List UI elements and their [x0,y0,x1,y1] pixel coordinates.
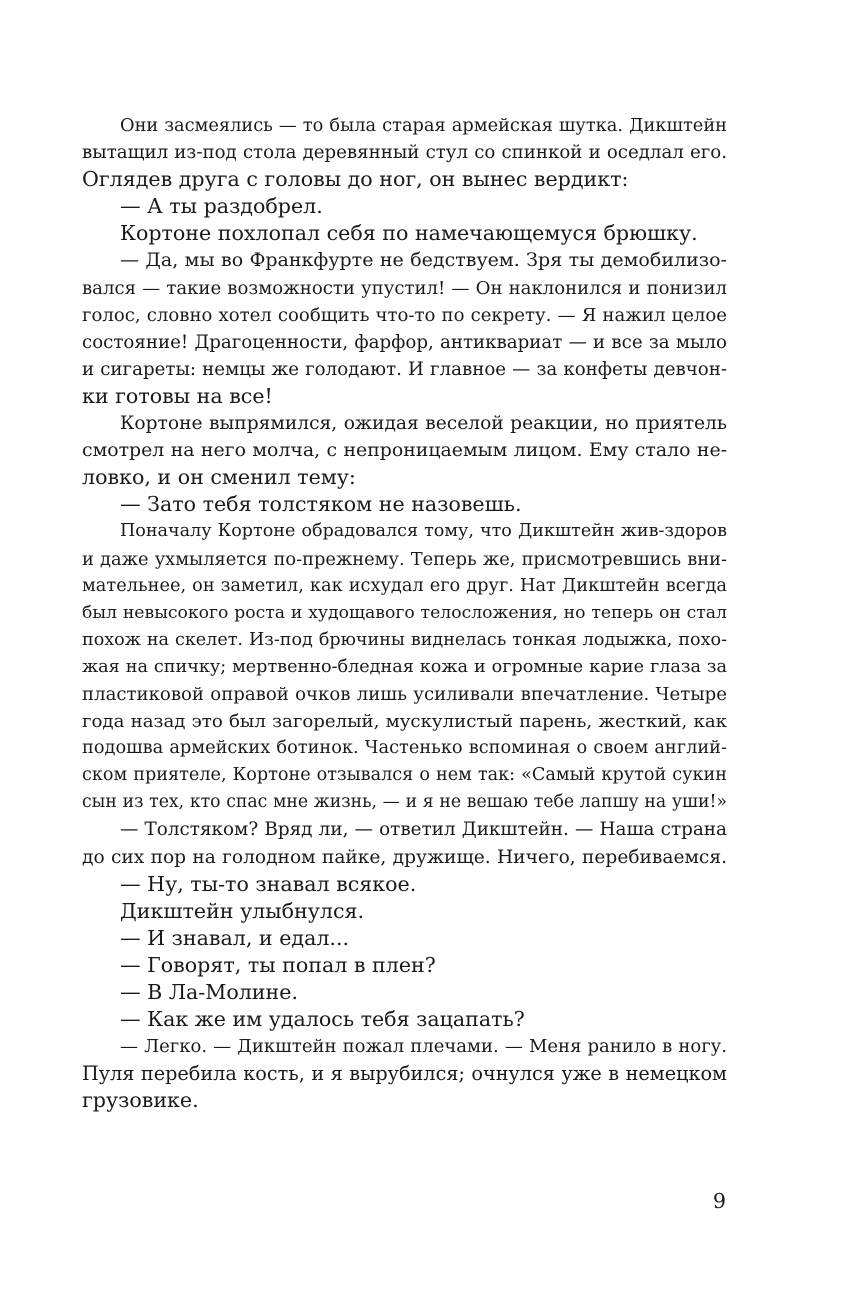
text-line: был невысокого роста и худощавого телосложения, но теперь он стал [82,602,727,623]
text-line: — Легко. — Дикштейн пожал плечами. — Меня ранило в ногу. [120,1036,727,1058]
text-line: и даже ухмыляется по-прежнему. Теперь же, присмотревшись вни- [82,548,727,570]
text-line: — И знавал, и едал... [120,925,350,950]
text-line: Они засмеялись — то была старая армейская шутка. Дикштейн [120,115,727,136]
text-line: Пуля перебила кость, и я вырубился; очнулся уже в немецком [82,1062,727,1086]
text-line: — Да, мы во Франкфурте не бедствуем. Зря ты демобилизо- [120,249,727,272]
text-line: Поначалу Кортоне обрадовался тому, что Дикштейн жив-здоров [120,521,727,542]
text-line: года назад это был загорелый, мускулистый парень, жесткий, как [82,711,727,733]
text-line: — А ты раздобрел. [120,194,323,219]
text-line: подошва армейских ботинок. Частенько вспоминая о своем англий- [82,738,727,759]
text-line: состояние! Драгоценности, фарфор, антиквариат — и все за мыло [82,331,727,353]
text-line: и сигареты: немцы же голодают. И главное — за конфеты девчон- [82,358,727,380]
text-line: ки готовы на все! [82,383,273,408]
page-number: 9 [712,1189,726,1213]
text-line: ском приятеле, Кортоне отзывался о нем так: «Самый крутой сукин [82,765,727,786]
text-line: вытащил из-под стола деревянный стул со спинкой и оседлал его. [82,142,727,164]
text-line: — Толстяком? Вряд ли, — ответил Дикштейн. — Наша страна [120,819,727,841]
text-line: ловко, и он сменил тему: [82,465,356,490]
text-line: — Зато тебя толстяком не назовешь. [120,492,522,517]
text-line: Оглядев друга с головы до ног, он вынес вердикт: [82,167,629,192]
text-line: Кортоне похлопал себя по намечающемуся брюшку. [120,221,698,246]
text-line: — Ну, ты-то знавал всякое. [120,871,417,896]
text-line: вался — такие возможности упустил! — Он наклонился и понизил [82,277,727,299]
text-line: — Говорят, ты попал в плен? [120,952,436,977]
text-line: — Как же им удалось тебя зацапать? [120,1007,525,1032]
text-line: до сих пор на голодном пайке, дружище. Ничего, перебиваемся. [82,846,727,868]
text-line: жая на спичку; мертвенно-бледная кожа и огромные карие глаза за [82,656,727,677]
text-line: грузовике. [82,1088,199,1113]
text-line: Кортоне выпрямился, ожидая веселой реакции, но приятель [120,413,727,435]
text-line: голос, словно хотел сообщить что-то по секрету. — Я нажил целое [82,304,727,326]
text-line: похож на скелет. Из-под брючины виднелась тонкая лодыжка, похо- [82,629,727,650]
text-line: сын из тех, кто спас мне жизнь, — и я не вешаю тебе лапшу на уши!» [82,792,727,813]
text-line: смотрел на него молча, с непроницаемым лицом. Ему стало не- [82,439,727,462]
text-line: — В Ла-Молине. [120,980,298,1004]
text-line: мательнее, он заметил, как исхудал его друг. Нат Дикштейн всегда [82,575,727,596]
text-line: пластиковой оправой очков лишь усиливали впечатление. Четыре [82,683,727,705]
text-line: Дикштейн улыбнулся. [120,898,365,923]
body-text [82,112,727,1114]
